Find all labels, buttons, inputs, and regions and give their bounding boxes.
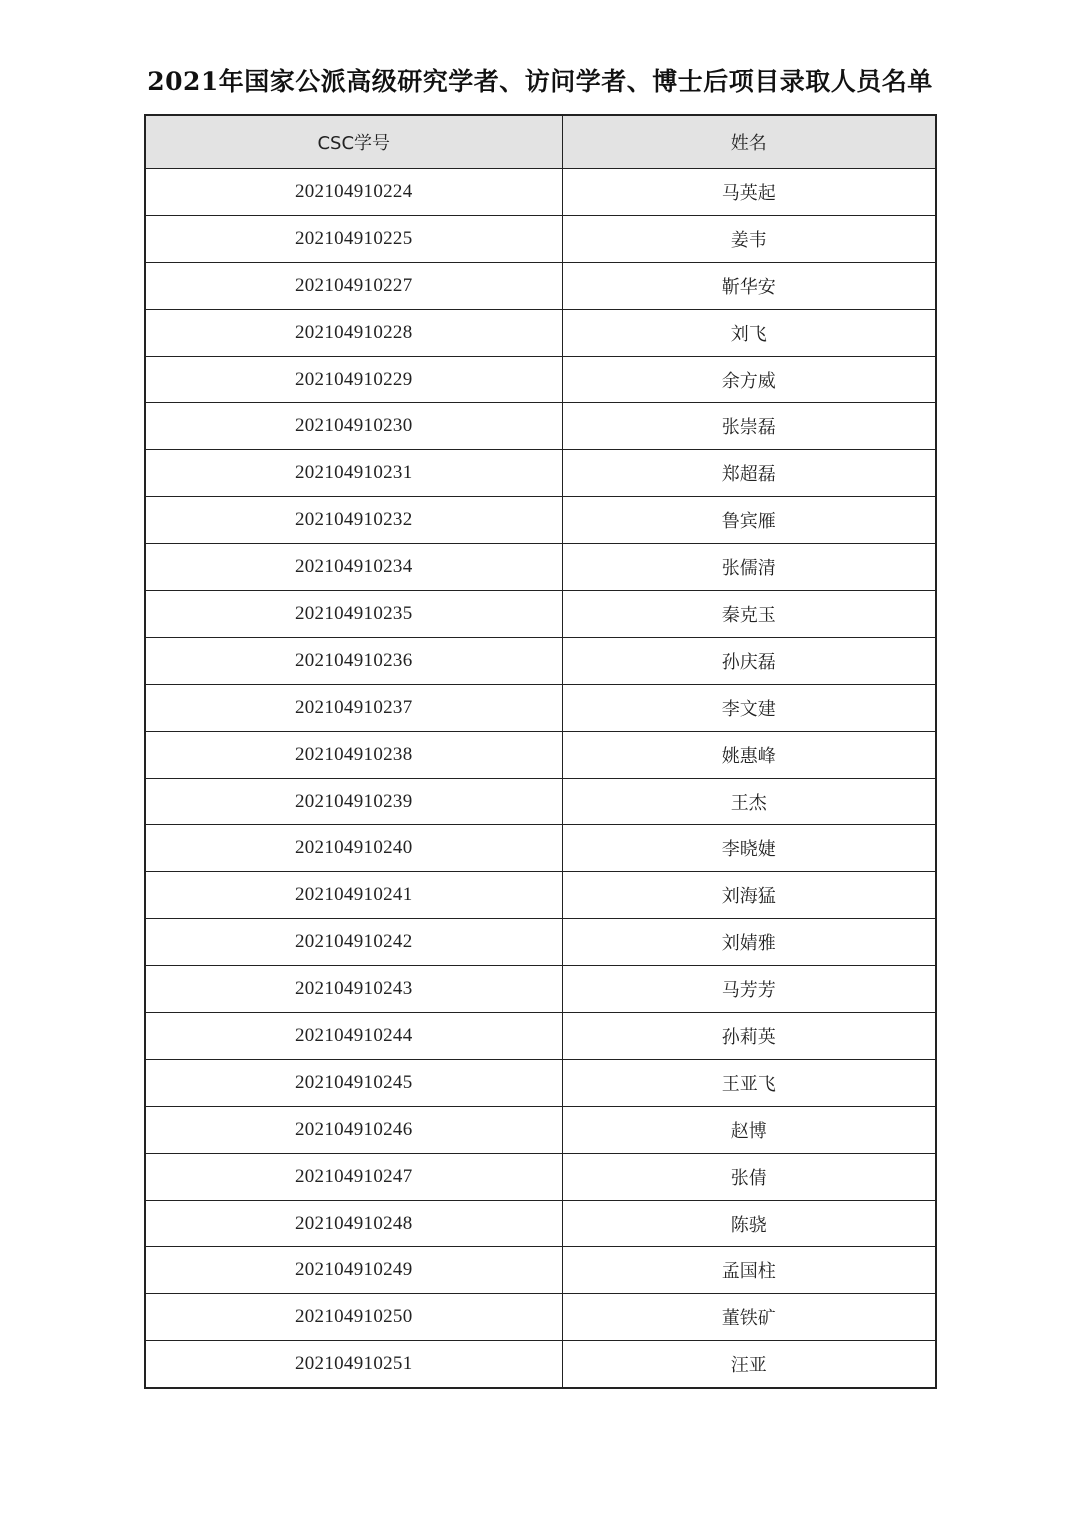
csc-id-cell: 202104910229 — [145, 356, 562, 403]
csc-id-cell: 202104910237 — [145, 684, 562, 731]
table-row — [145, 1200, 936, 1247]
csc-id-cell: 202104910236 — [145, 637, 562, 684]
table-row — [145, 1294, 936, 1341]
table-row — [145, 778, 936, 825]
name-cell: 张儒清 — [562, 544, 936, 591]
name-cell: 姚惠峰 — [562, 731, 936, 778]
table-row — [145, 1013, 936, 1060]
csc-id-cell: 202104910250 — [145, 1294, 562, 1341]
name-cell: 孙庆磊 — [562, 637, 936, 684]
name-cell: 王亚飞 — [562, 1059, 936, 1106]
name-cell: 张崇磊 — [562, 403, 936, 450]
header-row — [145, 115, 936, 169]
name-cell: 孟国柱 — [562, 1247, 936, 1294]
csc-id-cell: 202104910238 — [145, 731, 562, 778]
table-row — [145, 403, 936, 450]
csc-id-cell: 202104910230 — [145, 403, 562, 450]
csc-id-cell: 202104910228 — [145, 309, 562, 356]
csc-id-cell: 202104910248 — [145, 1200, 562, 1247]
table-row — [145, 1059, 936, 1106]
name-cell: 董铁矿 — [562, 1294, 936, 1341]
csc-id-cell: 202104910235 — [145, 591, 562, 638]
name-cell: 郑超磊 — [562, 450, 936, 497]
name-cell: 张倩 — [562, 1153, 936, 1200]
name-cell: 汪亚 — [562, 1341, 936, 1388]
table-row — [145, 262, 936, 309]
name-cell: 靳华安 — [562, 262, 936, 309]
table-row — [145, 872, 936, 919]
page-title: 2021年国家公派高级研究学者、访问学者、博士后项目录取人员名单 — [147, 67, 933, 96]
table-row — [145, 637, 936, 684]
name-cell: 马英起 — [562, 169, 936, 216]
table-body — [145, 169, 936, 1389]
csc-id-cell: 202104910246 — [145, 1106, 562, 1153]
table-row — [145, 356, 936, 403]
name-cell: 刘海猛 — [562, 872, 936, 919]
name-cell: 姜韦 — [562, 215, 936, 262]
table-row — [145, 450, 936, 497]
csc-id-cell: 202104910239 — [145, 778, 562, 825]
csc-id-cell: 202104910240 — [145, 825, 562, 872]
csc-id-cell: 202104910247 — [145, 1153, 562, 1200]
csc-id-cell: 202104910225 — [145, 215, 562, 262]
name-cell: 秦克玉 — [562, 591, 936, 638]
table-row — [145, 169, 936, 216]
name-cell: 余方威 — [562, 356, 936, 403]
table-row — [145, 215, 936, 262]
name-cell: 孙莉英 — [562, 1013, 936, 1060]
table-row — [145, 1153, 936, 1200]
table-row — [145, 497, 936, 544]
table-row — [145, 731, 936, 778]
name-cell: 马芳芳 — [562, 966, 936, 1013]
csc-id-cell: 202104910245 — [145, 1059, 562, 1106]
column-header-name: 姓名 — [562, 115, 936, 169]
table-row — [145, 919, 936, 966]
csc-id-cell: 202104910232 — [145, 497, 562, 544]
csc-id-cell: 202104910227 — [145, 262, 562, 309]
name-cell: 王杰 — [562, 778, 936, 825]
table-row — [145, 1341, 936, 1388]
table-header — [145, 115, 936, 169]
csc-id-cell: 202104910249 — [145, 1247, 562, 1294]
csc-id-cell: 202104910244 — [145, 1013, 562, 1060]
table-row — [145, 1247, 936, 1294]
table-row — [145, 591, 936, 638]
csc-id-cell: 202104910234 — [145, 544, 562, 591]
csc-id-cell: 202104910241 — [145, 872, 562, 919]
table-row — [145, 309, 936, 356]
table-row — [145, 966, 936, 1013]
name-cell: 李文建 — [562, 684, 936, 731]
name-cell: 刘婧雅 — [562, 919, 936, 966]
name-cell: 李晓婕 — [562, 825, 936, 872]
csc-id-cell: 202104910251 — [145, 1341, 562, 1388]
table-row — [145, 684, 936, 731]
csc-id-cell: 202104910243 — [145, 966, 562, 1013]
admission-list-table — [144, 114, 937, 1389]
csc-id-cell: 202104910242 — [145, 919, 562, 966]
table-row — [145, 1106, 936, 1153]
name-cell: 鲁宾雁 — [562, 497, 936, 544]
table-row — [145, 825, 936, 872]
table-row — [145, 544, 936, 591]
name-cell: 刘飞 — [562, 309, 936, 356]
csc-id-cell: 202104910231 — [145, 450, 562, 497]
name-cell: 陈骁 — [562, 1200, 936, 1247]
name-cell: 赵博 — [562, 1106, 936, 1153]
csc-id-cell: 202104910224 — [145, 169, 562, 216]
column-header-csc-id: CSC学号 — [145, 115, 562, 169]
